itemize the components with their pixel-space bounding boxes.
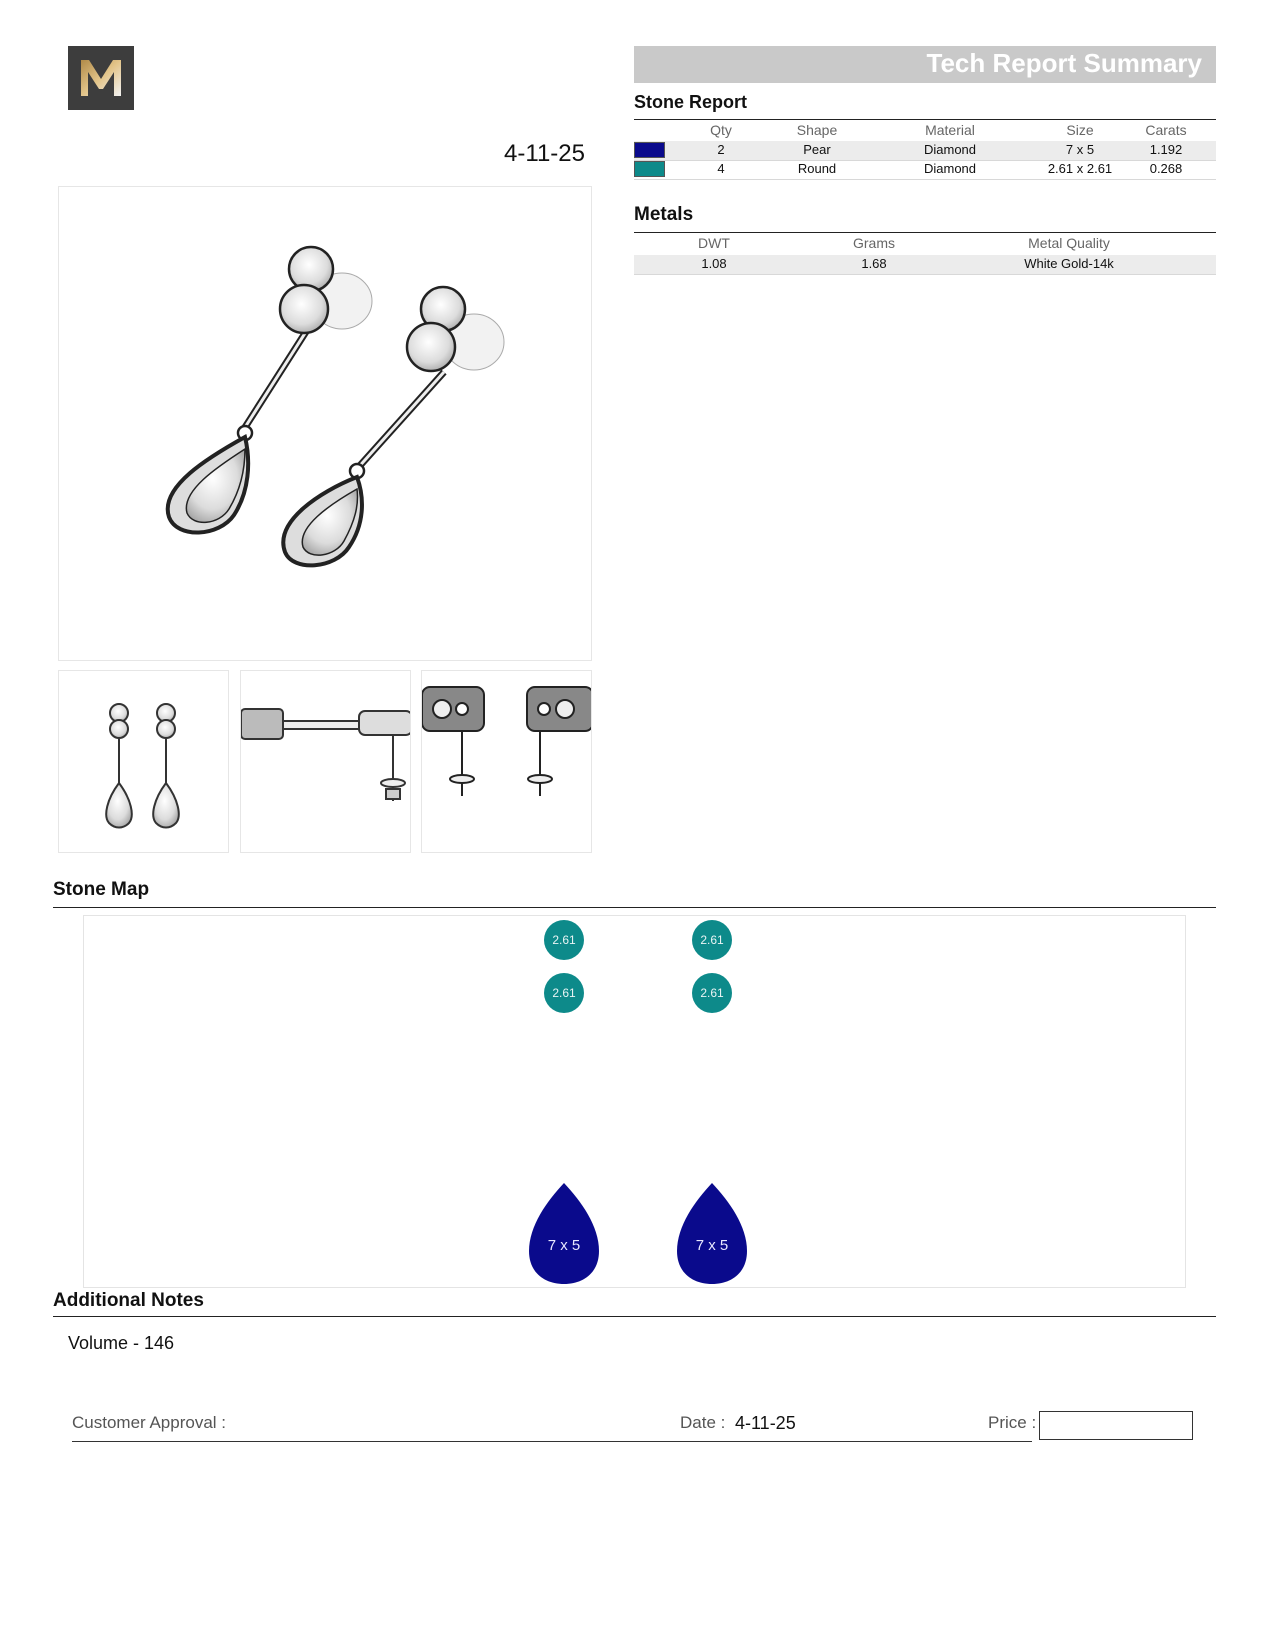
report-title: Tech Report Summary: [926, 48, 1202, 78]
earring-main-render: [58, 186, 592, 661]
pear-shape-icon: [675, 1181, 749, 1285]
stone-row: [634, 141, 1216, 160]
m-logo-icon: [68, 46, 134, 110]
round-stone-marker: 2.61: [544, 973, 584, 1013]
round-stone-marker: 2.61: [544, 920, 584, 960]
col-metal-quality: Metal Quality: [1028, 235, 1110, 251]
stone-material: Diamond: [923, 142, 977, 157]
stone-report-divider: [634, 119, 1216, 120]
notes-text: Volume - 146: [68, 1333, 175, 1353]
stone-carats: 1.192: [1149, 142, 1183, 157]
metal-grams: 1.68: [861, 256, 887, 271]
notes-divider: [53, 1316, 1216, 1317]
stone-row: [634, 160, 1216, 179]
approval-date-value: 4-11-25: [735, 1413, 796, 1433]
customer-approval-label: Customer Approval :: [72, 1413, 227, 1432]
metals-divider: [634, 232, 1216, 233]
pear-stone-label: 7 x 5: [695, 1237, 729, 1254]
earring-top-view: [421, 670, 592, 853]
stone-shape: Pear: [803, 142, 831, 157]
stone-qty: 2: [717, 142, 725, 157]
document-date: 4-11-25: [504, 140, 585, 167]
col-qty: Qty: [710, 122, 732, 138]
stone-report-title: Stone Report: [634, 92, 748, 112]
metals-table-header: [634, 235, 1216, 254]
col-material: Material: [925, 122, 975, 138]
earring-side-view: [240, 670, 411, 853]
col-carats: Carats: [1145, 122, 1187, 138]
price-label: Price :: [988, 1413, 1037, 1432]
col-dwt: DWT: [698, 235, 730, 251]
metals-row: [634, 255, 1216, 274]
stone-shape: Round: [797, 161, 837, 176]
report-header-bar: [634, 46, 1216, 83]
stone-map-panel: [83, 915, 1186, 1288]
metal-dwt: 1.08: [701, 256, 727, 271]
pear-stone-marker: [675, 1181, 749, 1285]
customer-approval-signature-line[interactable]: [72, 1441, 1032, 1442]
stone-size: 7 x 5: [1065, 142, 1095, 157]
stone-color-swatch: [634, 161, 665, 177]
stone-size: 2.61 x 2.61: [1047, 161, 1113, 176]
stone-material: Diamond: [923, 161, 977, 176]
notes-title: Additional Notes: [53, 1290, 204, 1311]
round-stone-marker: 2.61: [692, 920, 732, 960]
row-divider: [634, 179, 1216, 180]
metal-quality: White Gold-14k: [1024, 256, 1114, 271]
metals-title: Metals: [634, 204, 694, 225]
company-logo: [68, 46, 134, 110]
col-size: Size: [1066, 122, 1094, 138]
stone-color-swatch: [634, 142, 665, 158]
approval-date-label: Date :: [680, 1413, 726, 1432]
stone-map-divider: [53, 907, 1216, 908]
stone-table-header: [634, 122, 1216, 141]
round-stone-marker: 2.61: [692, 973, 732, 1013]
row-divider: [634, 274, 1216, 275]
earring-front-view: [58, 670, 229, 853]
price-input-box[interactable]: [1039, 1411, 1193, 1440]
col-grams: Grams: [853, 235, 895, 251]
pear-stone-marker: [527, 1181, 601, 1285]
pear-stone-label: 7 x 5: [547, 1237, 581, 1254]
pear-shape-icon: [527, 1181, 601, 1285]
stone-carats: 0.268: [1149, 161, 1183, 176]
stone-map-title: Stone Map: [53, 879, 150, 900]
col-shape: Shape: [796, 122, 838, 138]
stone-qty: 4: [717, 161, 725, 176]
